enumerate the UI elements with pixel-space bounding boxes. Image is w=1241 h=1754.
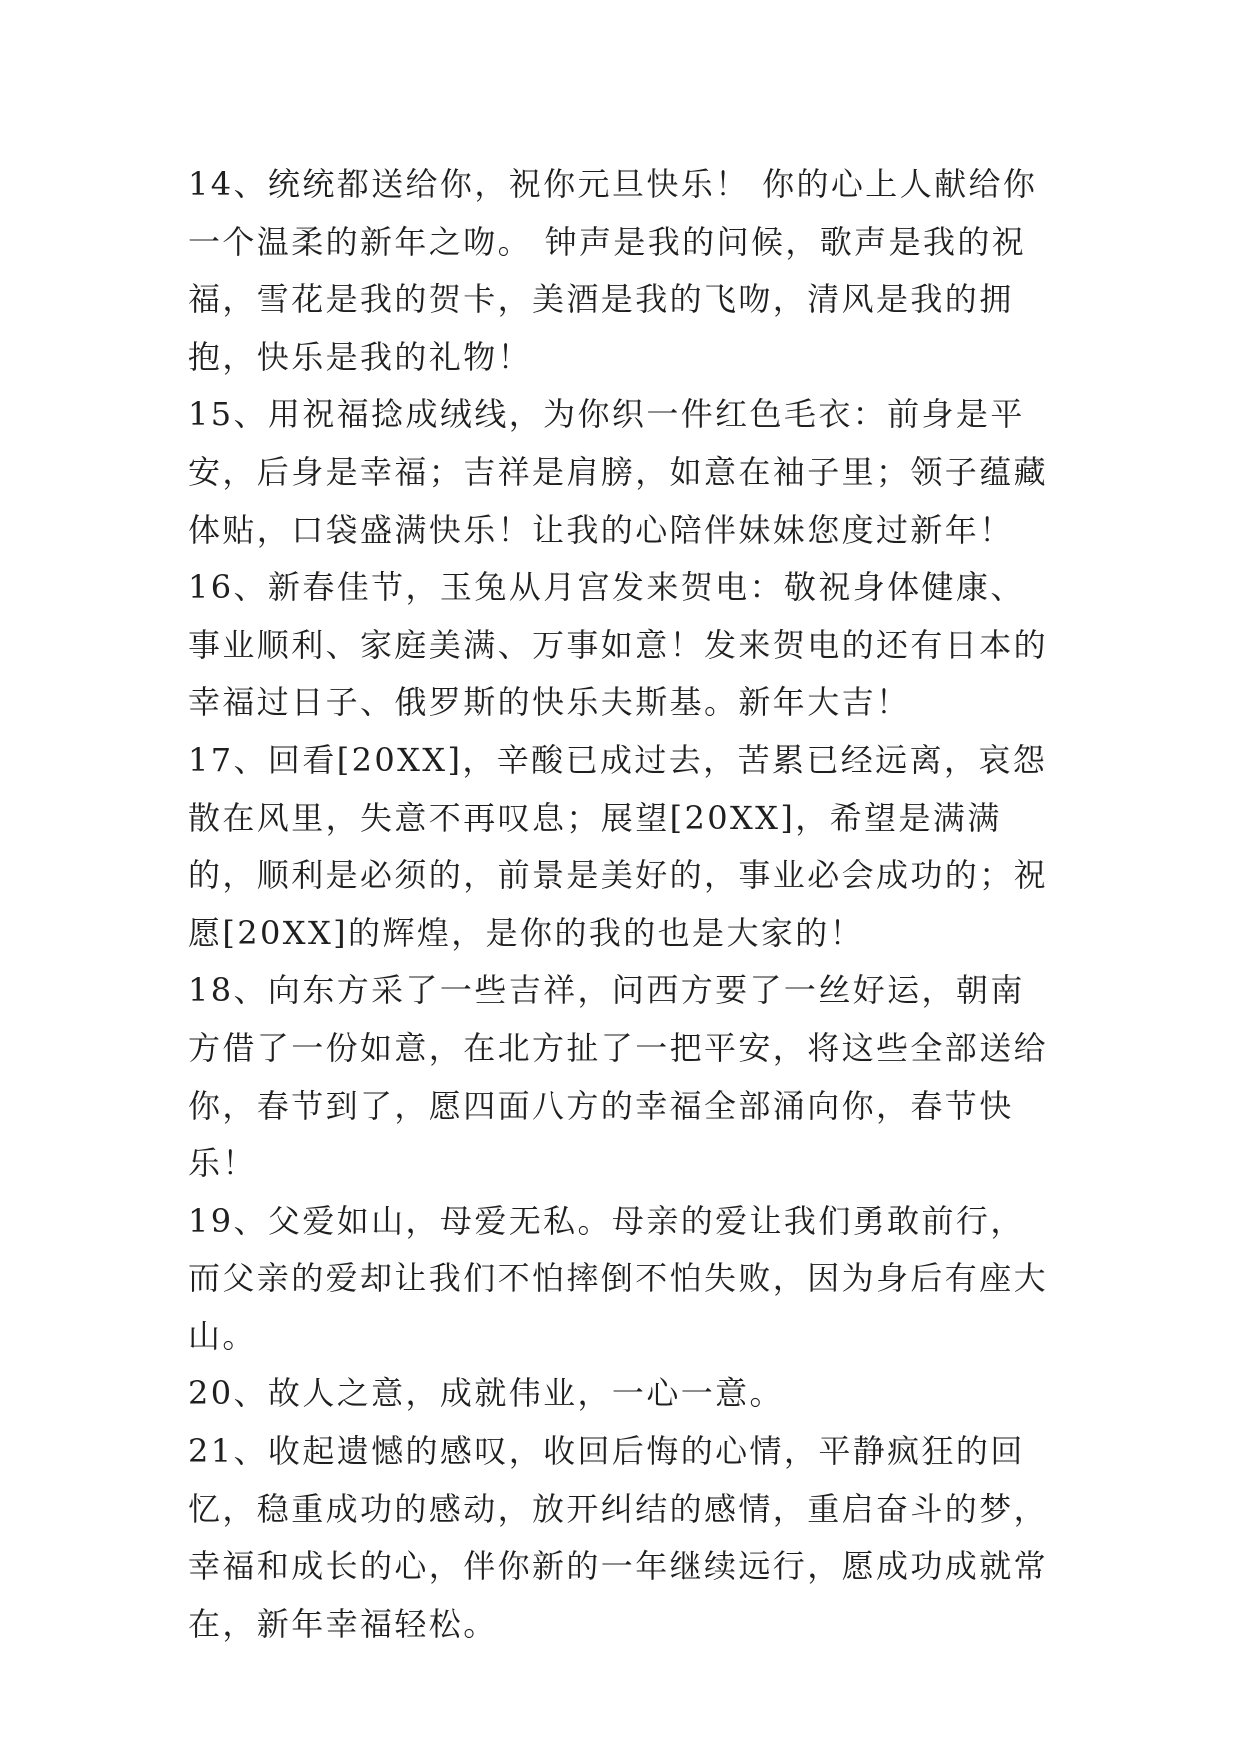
document-body	[188, 156, 1058, 1653]
paragraph-21: 21、收起遗憾的感叹，收回后悔的心情，平静疯狂的回忆，稳重成功的感动，放开纠结的感情，重启奋斗的梦，幸福和成长的心，伴你新的一年继续远行，愿成功成就常在，新年幸福轻松。	[188, 1432, 1049, 1643]
paragraph-14: 14、统统都送给你，祝你元旦快乐！ 你的心上人献给你一个温柔的新年之吻。 钟声是我的问候，歌声是我的祝福，雪花是我的贺卡，美酒是我的飞吻，清风是我的拥抱，快乐是我的礼物！	[188, 165, 1038, 376]
paragraph-18: 18、向东方采了一些吉祥，问西方要了一丝好运，朝南方借了一份如意，在北方扯了一把平安，将这些全部送给你，春节到了，愿四面八方的幸福全部涌向你，春节快乐！	[188, 971, 1049, 1183]
paragraph-16: 16、新春佳节，玉兔从月宫发来贺电：敬祝身体健康、事业顺利、家庭美满、万事如意！发来贺电的还有日本的幸福过日子、俄罗斯的快乐夫斯基。新年大吉！	[188, 568, 1049, 722]
paragraph-20: 20、故人之意，成就伟业，一心一意。	[188, 1374, 784, 1413]
paragraph-15: 15、用祝福捻成绒线，为你织一件红色毛衣：前身是平安，后身是幸福；吉祥是肩膀，如意在袖子里；领子蕴藏体贴，口袋盛满快乐！让我的心陪伴妹妹您度过新年！	[188, 395, 1049, 549]
paragraph-17: 17、回看[20XX]，辛酸已成过去，苦累已经远离，哀怨散在风里，失意不再叹息；展望[20XX]，希望是满满的，顺利是必须的，前景是美好的，事业必会成功的；祝愿[20XX]的辉煌，是你的我的也是大家的！	[188, 740, 1049, 952]
paragraph-19: 19、父爱如山，母爱无私。母亲的爱让我们勇敢前行，而父亲的爱却让我们不怕摔倒不怕失败，因为身后有座大山。	[188, 1201, 1049, 1355]
